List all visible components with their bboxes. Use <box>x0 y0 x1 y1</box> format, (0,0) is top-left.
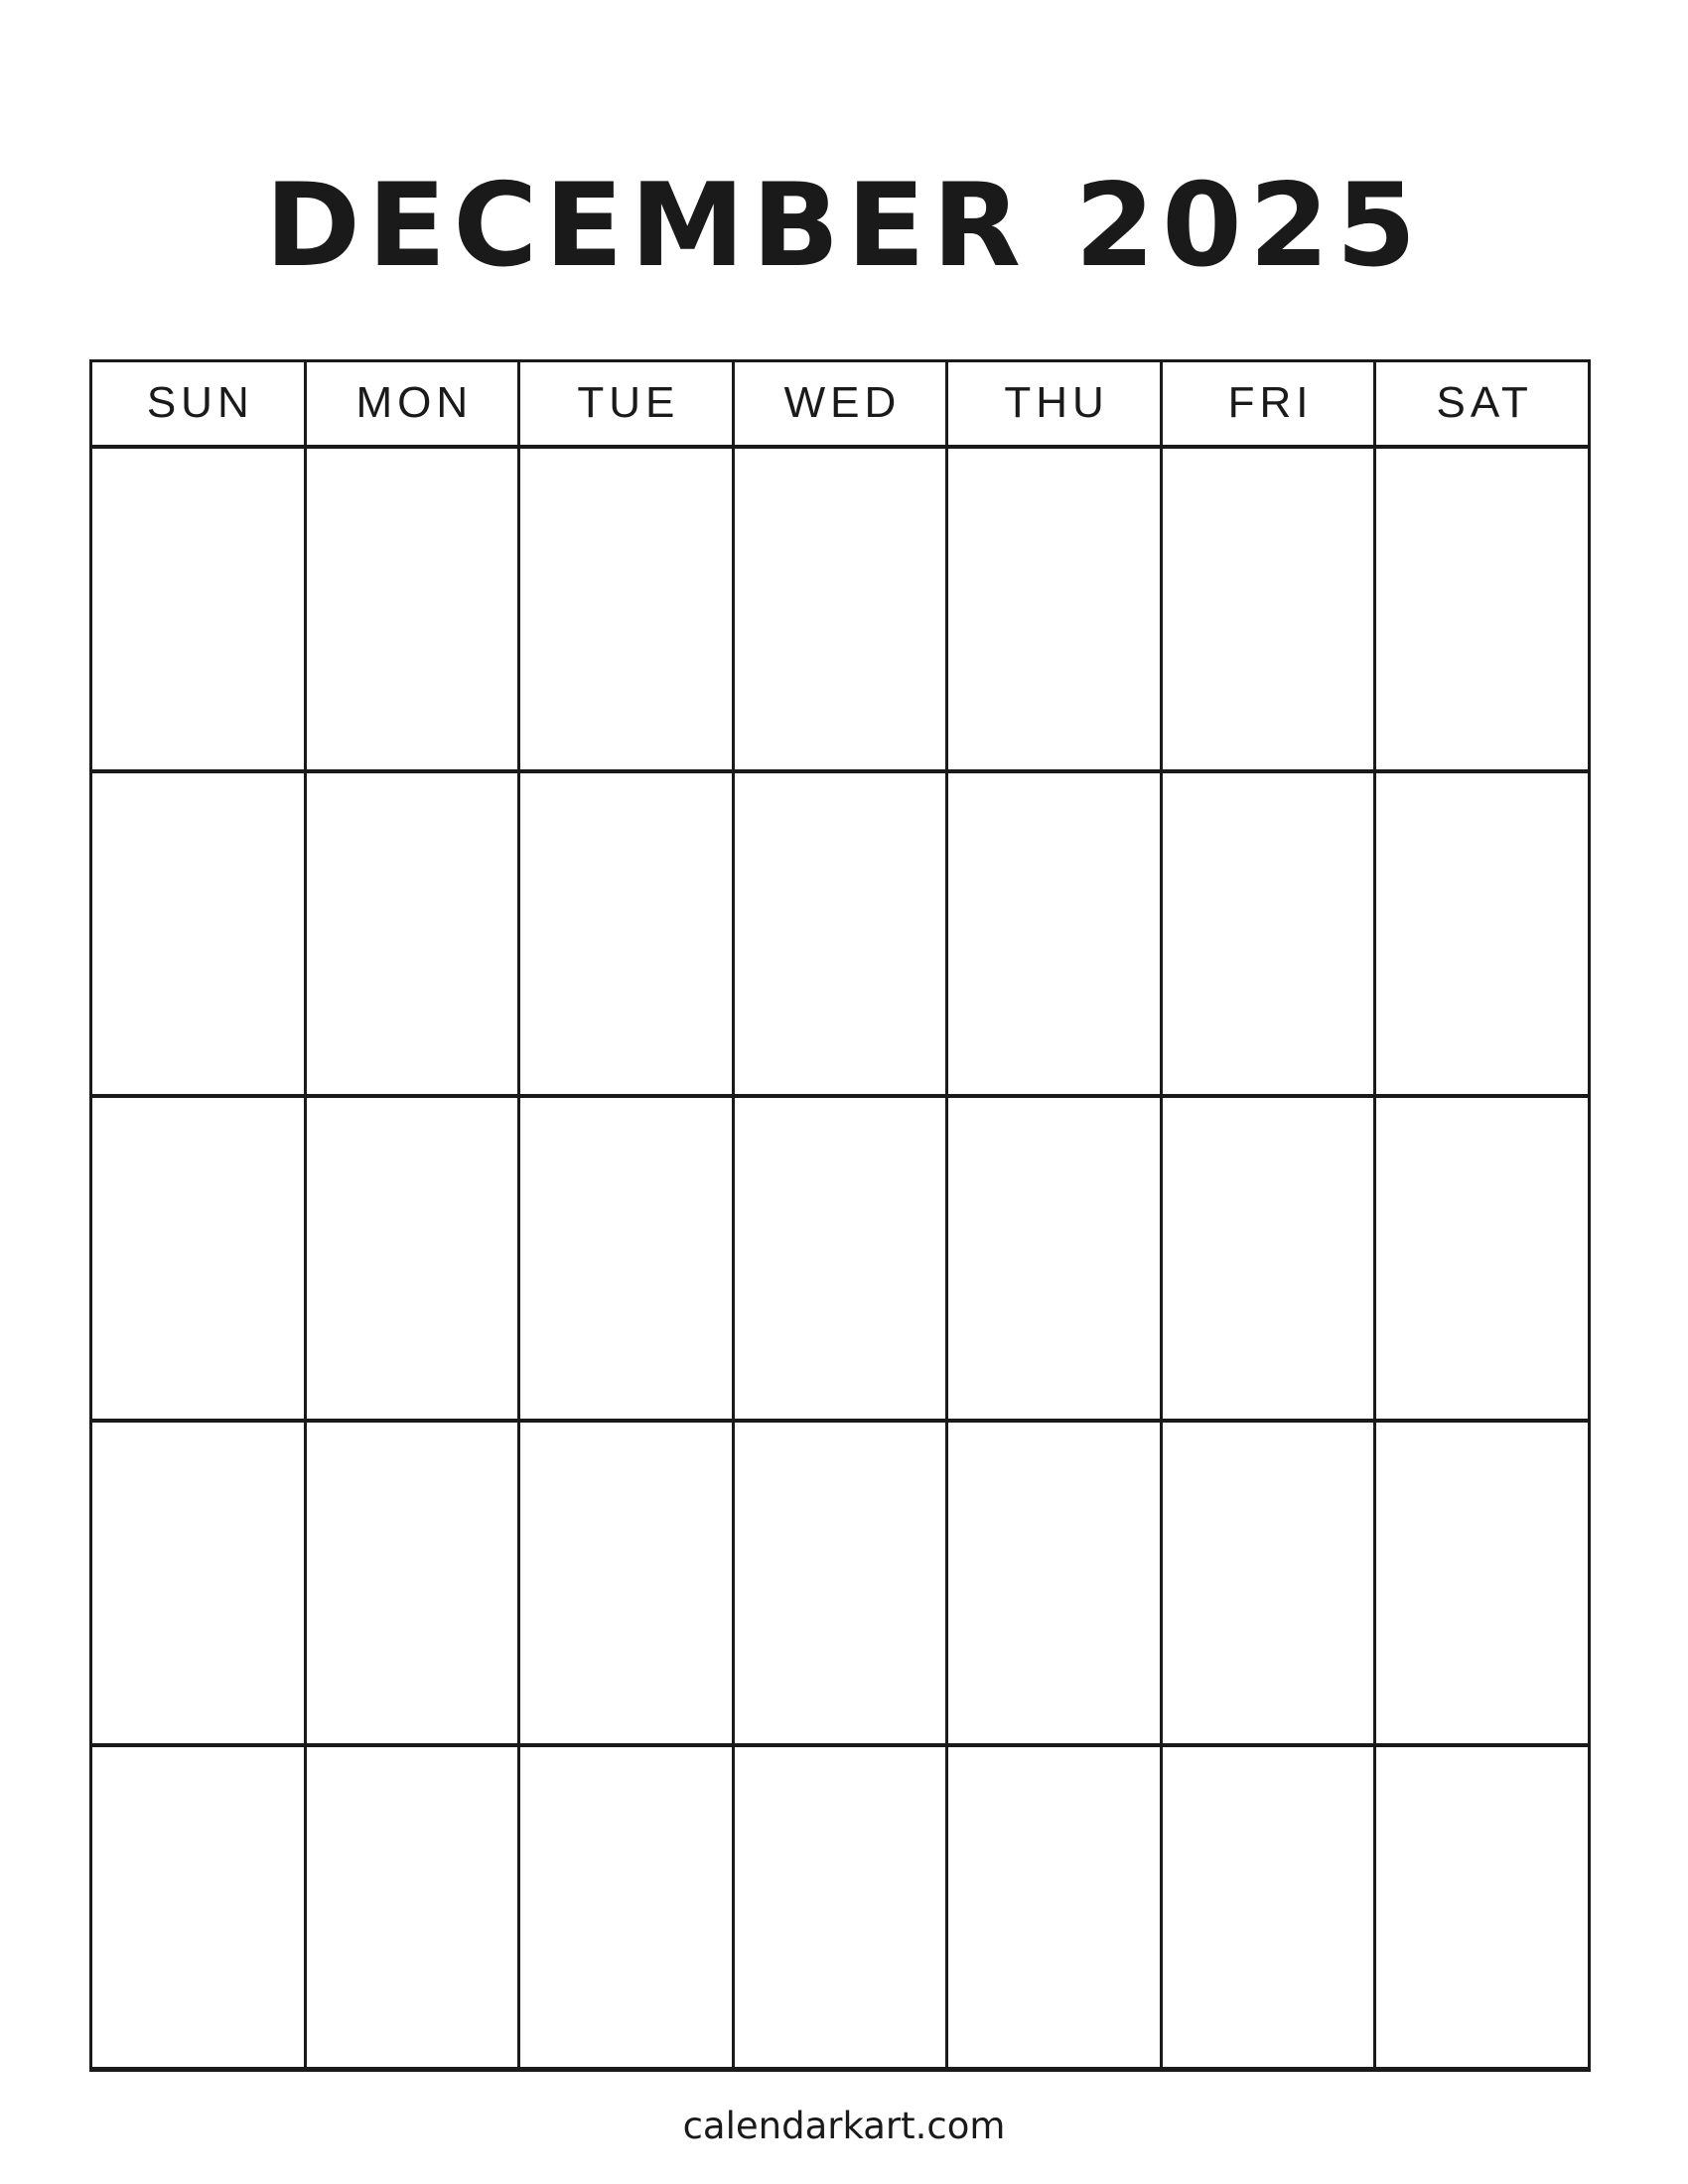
calendar-day-cell <box>305 1096 519 1421</box>
calendar-day-cell <box>1161 1745 1375 2070</box>
calendar-day-cell <box>733 1096 947 1421</box>
calendar-day-cell <box>519 1096 734 1421</box>
calendar-day-cell <box>1161 771 1375 1096</box>
calendar-day-cell <box>947 1745 1162 2070</box>
calendar-day-cell <box>1375 1096 1590 1421</box>
calendar-day-cell <box>947 1421 1162 1745</box>
calendar-day-cell <box>305 1745 519 2070</box>
calendar-day-cell <box>733 771 947 1096</box>
calendar-day-cell <box>1161 1421 1375 1745</box>
calendar-day-cell <box>733 447 947 771</box>
day-header-mon: MON <box>305 361 519 447</box>
calendar-day-cell <box>519 1745 734 2070</box>
site-footer-text: calendarkart.com <box>682 2105 1006 2147</box>
calendar-day-cell <box>91 771 306 1096</box>
calendar-week-row <box>91 1421 1590 1745</box>
calendar-day-cell <box>91 1745 306 2070</box>
calendar-day-cell <box>1375 447 1590 771</box>
calendar-day-cell <box>91 1096 306 1421</box>
calendar-day-cell <box>519 1421 734 1745</box>
calendar-day-cell <box>1375 1421 1590 1745</box>
calendar-body <box>91 447 1590 2070</box>
calendar-day-cell <box>1375 1745 1590 2070</box>
calendar-week-row <box>91 1745 1590 2070</box>
calendar-day-cell <box>947 447 1162 771</box>
calendar-header <box>91 361 1590 447</box>
calendar-day-cell <box>91 1421 306 1745</box>
calendar-week-row <box>91 1096 1590 1421</box>
calendar-day-cell <box>947 771 1162 1096</box>
day-header-tue: TUE <box>519 361 734 447</box>
calendar-day-cell <box>947 1096 1162 1421</box>
day-header-fri: FRI <box>1161 361 1375 447</box>
calendar-day-cell <box>519 447 734 771</box>
calendar-week-row <box>91 447 1590 771</box>
calendar-day-cell <box>305 447 519 771</box>
page-title: DECEMBER 2025 <box>264 159 1424 293</box>
calendar-day-cell <box>1161 1096 1375 1421</box>
calendar-grid <box>89 359 1591 2072</box>
day-header-row <box>91 361 1590 447</box>
calendar-day-cell <box>733 1421 947 1745</box>
calendar-day-cell <box>1375 771 1590 1096</box>
calendar-week-row <box>91 771 1590 1096</box>
calendar-day-cell <box>305 1421 519 1745</box>
calendar-day-cell <box>733 1745 947 2070</box>
day-header-thu: THU <box>947 361 1162 447</box>
calendar-day-cell <box>1161 447 1375 771</box>
calendar-day-cell <box>305 771 519 1096</box>
day-header-sun: SUN <box>91 361 306 447</box>
day-header-wed: WED <box>733 361 947 447</box>
day-header-sat: SAT <box>1375 361 1590 447</box>
calendar-day-cell <box>519 771 734 1096</box>
calendar-day-cell <box>91 447 306 771</box>
